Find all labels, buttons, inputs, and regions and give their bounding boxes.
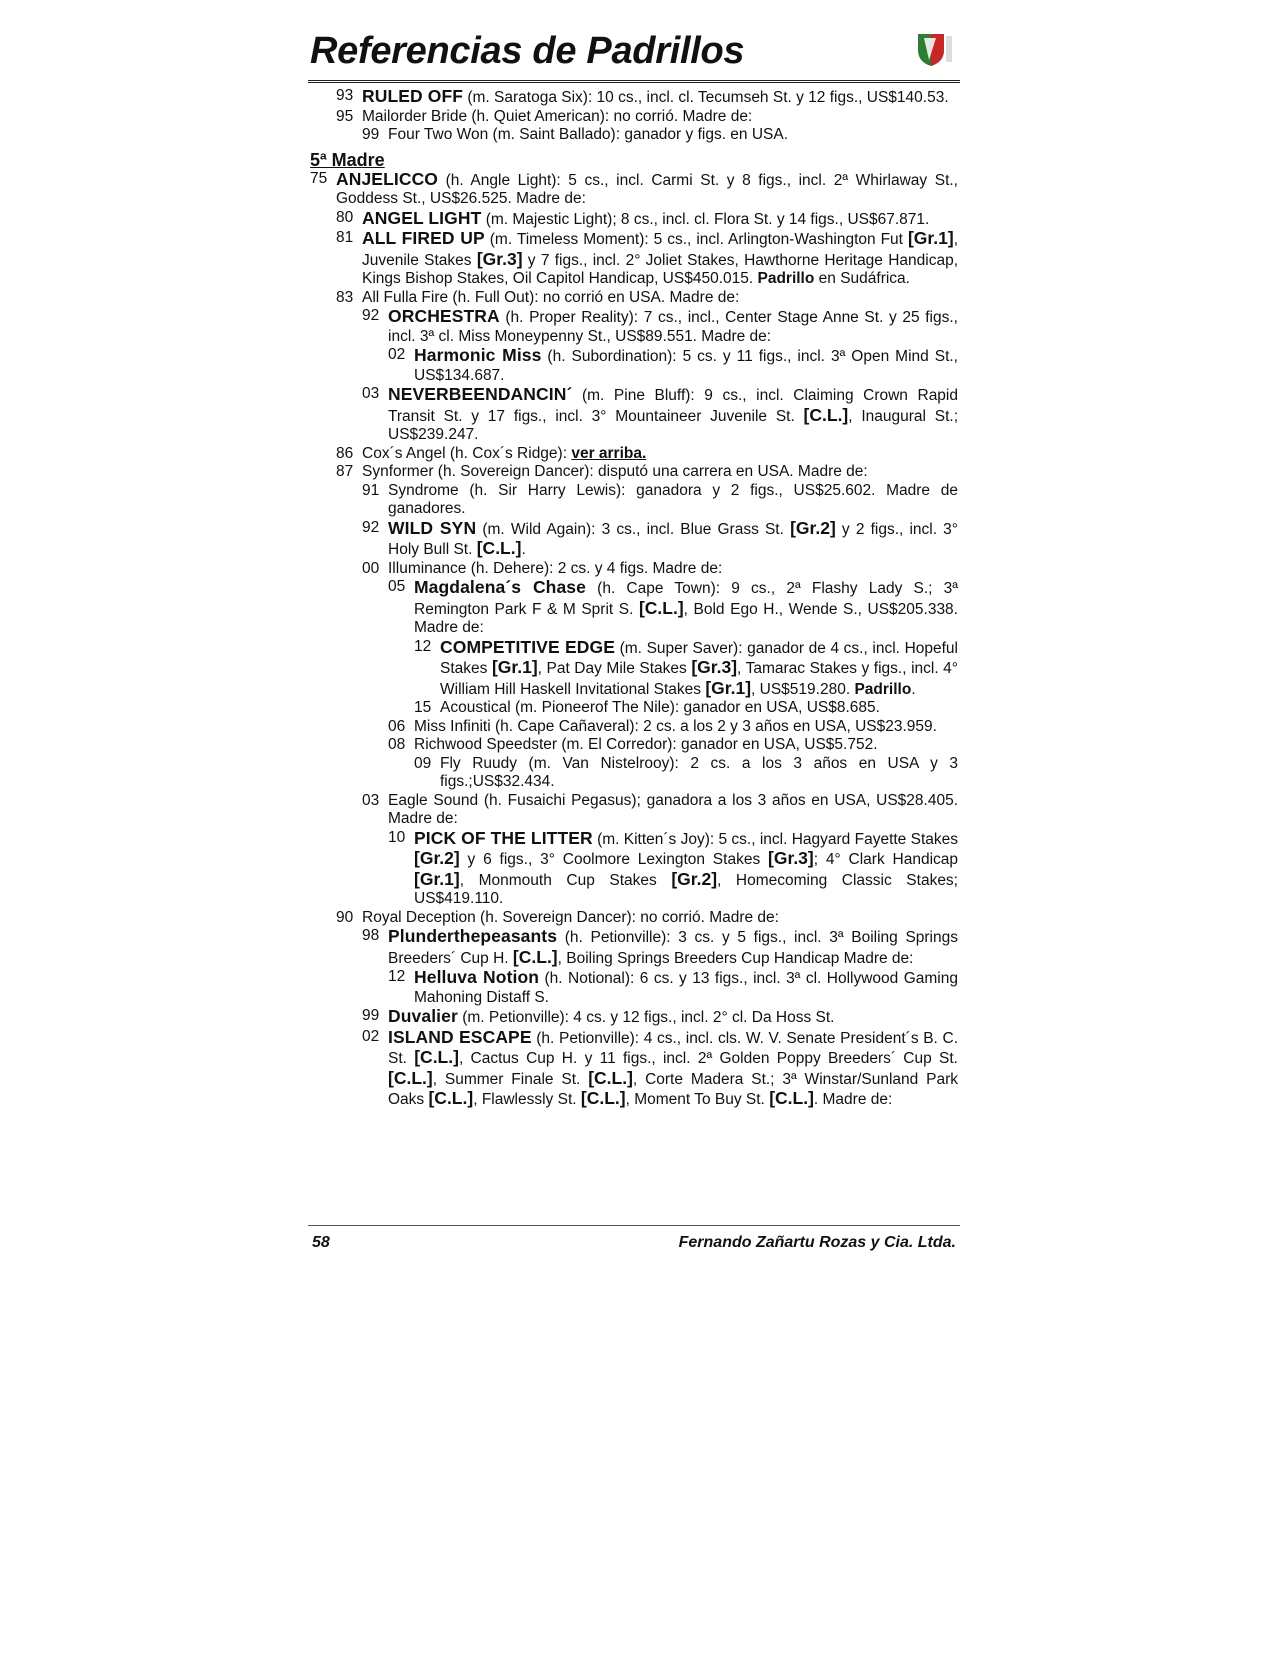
pedigree-entry — [310, 170, 958, 209]
birth-year: 86 — [336, 444, 354, 462]
pedigree-entry — [310, 699, 958, 718]
birth-year: 03 — [362, 791, 380, 809]
horse-name: ISLAND ESCAPE — [388, 1026, 532, 1047]
pedigree-entry — [310, 87, 958, 108]
entry-description: (h. Subordination): 5 cs. y 11 figs., incl. 3ª Open Mind St., US$134.687. — [414, 348, 958, 384]
race-grade: [C.L.] — [803, 404, 849, 425]
pedigree-entry — [310, 718, 958, 737]
entry-description: (h. Petionville): 4 cs., incl. cls. W. V. Senate President´s B. C. St. [C.L.], Cactus Cup H. y 11 figs., incl. 2ª Golden Poppy Breeders´ Cup St. [C.L.], Summer Finale St. [C.L.], Corte Madera St.; 3ª Winstar/Sunland Park Oaks [C.L.], Flawlessly St. [C.L.], Moment To Buy St. [C.L.]. Madre de: — [388, 1029, 959, 1108]
entry-description: (h. Petionville): 3 cs. y 5 figs., incl. 3ª Boiling Springs Breeders´ Cup H. [C.L.], Boiling Springs Breeders Cup Handicap Madre de: — [388, 929, 958, 967]
birth-year: 93 — [336, 87, 354, 104]
horse-name: Magdalena´s Chase — [414, 577, 586, 597]
pedigree-entry — [310, 736, 958, 755]
pedigree-entry — [310, 792, 958, 829]
birth-year: 00 — [362, 559, 380, 577]
generation-heading: 5ª Madre — [310, 149, 385, 170]
pedigree-entry — [310, 968, 958, 1007]
entry-description: Syndrome (h. Sir Harry Lewis): ganadora y 2 figs., US$25.602. Madre de ganadores. — [388, 481, 958, 517]
birth-year: 98 — [362, 927, 380, 944]
pedigree-entry — [310, 560, 958, 579]
pedigree-entry — [310, 108, 958, 127]
entry-description: (m. Wild Again): 3 cs., incl. Blue Grass St. [Gr.2] y 2 figs., incl. 3° Holy Bull St. [C.L.]. — [388, 517, 958, 558]
footer-divider — [308, 1225, 960, 1226]
entry-description: Richwood Speedster (m. El Corredor): ganador en USA, US$5.752. — [414, 736, 878, 753]
pedigree-entry — [310, 445, 958, 464]
race-grade: [C.L.] — [769, 1088, 814, 1108]
birth-year: 80 — [336, 208, 354, 226]
race-grade: [C.L.] — [428, 1088, 474, 1108]
horse-name: ANJELICCO — [336, 168, 439, 189]
entry-description: Royal Deception (h. Sovereign Dancer): no corrió. Madre de: — [362, 908, 779, 926]
horse-name: Harmonic Miss — [414, 345, 542, 365]
horse-name: ORCHESTRA — [388, 306, 500, 326]
page-number: 58 — [312, 1234, 330, 1251]
pedigree-entry — [310, 927, 958, 968]
emphasis: Padrillo — [854, 680, 912, 698]
birth-year: 12 — [388, 968, 406, 985]
birth-year: 02 — [388, 346, 406, 363]
race-grade: [C.L.] — [588, 1067, 633, 1088]
pedigree-entry — [310, 909, 958, 928]
entry-description: (h. Notional): 6 cs. y 13 figs., incl. 3ª cl. Hollywood Gaming Mahoning Distaff S. — [414, 970, 958, 1006]
horse-name: Helluva Notion — [414, 967, 540, 987]
entry-description: Synformer (h. Sovereign Dancer): disputó una carrera en USA. Madre de: — [362, 463, 868, 480]
birth-year: 99 — [362, 1007, 380, 1024]
entry-description: Illuminance (h. Dehere): 2 cs. y 4 figs. Madre de: — [388, 559, 723, 577]
race-grade: [C.L.] — [580, 1088, 626, 1108]
pedigree-content — [310, 87, 958, 1110]
pedigree-entry — [310, 385, 958, 445]
publisher-logo-icon — [914, 30, 954, 68]
birth-year: 10 — [388, 828, 406, 846]
entry-description: (m. Saratoga Six): 10 cs., incl. cl. Tecumseh St. y 12 figs., US$140.53. — [467, 89, 949, 106]
race-grade: [Gr.1] — [491, 657, 538, 677]
race-grade: [Gr.3] — [768, 848, 814, 868]
horse-name: Duvalier — [388, 1006, 458, 1026]
entry-description: (h. Proper Reality): 7 cs., incl., Center Stage Anne St. y 25 figs., incl. 3ª cl. Miss Moneypenny St., US$89.551. Madre de: — [388, 309, 958, 345]
horse-name: COMPETITIVE EDGE — [440, 636, 615, 657]
pedigree-entry — [310, 482, 958, 519]
birth-year: 83 — [336, 288, 354, 306]
race-grade: [C.L.] — [638, 597, 684, 618]
entry-description: (m. Timeless Moment): 5 cs., incl. Arlington-Washington Fut [Gr.1], Juvenile Stakes [Gr.3] y 7 figs., incl. 2° Joliet Stakes, Hawthorne Heritage Handicap, Kings Bishop Stakes, Oil Capitol Handicap, US$450.015. Padrillo en Sudáfrica. — [362, 228, 958, 287]
entry-description: Cox´s Angel (h. Cox´s Ridge): ver arriba. — [362, 444, 647, 462]
entry-description: (m. Majestic Light); 8 cs., incl. cl. Flora St. y 14 figs., US$67.871. — [485, 210, 930, 228]
birth-year: 91 — [362, 481, 380, 499]
pedigree-entry — [310, 346, 958, 385]
birth-year: 02 — [362, 1027, 380, 1045]
birth-year: 92 — [362, 518, 380, 536]
birth-year: 87 — [336, 463, 354, 480]
pedigree-entry — [310, 1028, 958, 1110]
race-grade: [Gr.2] — [671, 868, 718, 889]
birth-year: 95 — [336, 107, 354, 125]
birth-year: 05 — [388, 578, 406, 595]
entry-description: (m. Petionville): 4 cs. y 12 figs., incl. 2° cl. Da Hoss St. — [462, 1009, 835, 1026]
birth-year: 03 — [362, 385, 380, 402]
entry-description: (h. Angle Light): 5 cs., incl. Carmi St. y 8 figs., incl. 2ª Whirlaway St., Goddess St., US$26.525. Madre de: — [336, 171, 958, 207]
race-grade: [C.L.] — [388, 1067, 433, 1088]
cross-reference-link[interactable]: ver arriba. — [571, 444, 647, 462]
pedigree-entry — [310, 307, 958, 346]
pedigree-entry — [310, 126, 958, 145]
entry-description: Fly Ruudy (m. Van Nistelrooy): 2 cs. a los 3 años en USA y 3 figs.;US$32.434. — [440, 754, 958, 790]
birth-year: 81 — [336, 229, 354, 246]
page-title: Referencias de Padrillos — [310, 30, 745, 72]
entry-description: Miss Infiniti (h. Cape Cañaveral): 2 cs. a los 2 y 3 años en USA, US$23.959. — [414, 717, 937, 735]
entry-description: Acoustical (m. Pioneerof The Nile): ganador en USA, US$8.685. — [440, 699, 880, 716]
pedigree-entry — [310, 209, 958, 230]
entry-description: (m. Pine Bluff): 9 cs., incl. Claiming Crown Rapid Transit St. y 17 figs., incl. 3° Mountaineer Juvenile St. [C.L.], Inaugural St.; US$239.247. — [388, 387, 959, 443]
emphasis: Padrillo — [757, 270, 815, 287]
pedigree-entry — [310, 829, 958, 909]
horse-name: NEVERBEENDANCIN´ — [388, 384, 573, 404]
publisher-name: Fernando Zañartu Rozas y Cia. Ltda. — [678, 1234, 956, 1251]
race-grade: [C.L.] — [414, 1047, 459, 1067]
horse-name: WILD SYN — [388, 517, 477, 538]
entry-description: Eagle Sound (h. Fusaichi Pegasus); ganadora a los 3 años en USA, US$28.405. Madre de: — [388, 791, 958, 827]
race-grade: [C.L.] — [512, 946, 558, 967]
race-grade: [Gr.2] — [790, 517, 836, 538]
birth-year: 12 — [414, 637, 432, 655]
race-grade: [Gr.2] — [414, 848, 460, 868]
horse-name: ANGEL LIGHT — [362, 207, 482, 228]
birth-year: 90 — [336, 908, 354, 926]
birth-year: 99 — [362, 126, 380, 143]
horse-name: Plunderthepeasants — [388, 926, 558, 946]
birth-year: 15 — [414, 699, 432, 716]
birth-year: 08 — [388, 736, 406, 753]
race-grade: [Gr.1] — [705, 677, 752, 698]
header-divider — [308, 80, 960, 83]
horse-name: ALL FIRED UP — [362, 228, 485, 248]
pedigree-entry — [310, 1007, 958, 1028]
entry-description: Mailorder Bride (h. Quiet American): no corrió. Madre de: — [362, 107, 753, 125]
pedigree-entry — [310, 578, 958, 638]
pedigree-entry — [310, 638, 958, 700]
entry-description: (h. Cape Town): 9 cs., 2ª Flashy Lady S.; 3ª Remington Park F & M Sprit S. [C.L.], Bold Ego H., Wende S., US$205.338. Madre de: — [414, 580, 958, 636]
pedigree-entry — [310, 519, 958, 560]
entry-description: (m. Kitten´s Joy): 5 cs., incl. Hagyard Fayette Stakes [Gr.2] y 6 figs., 3° Coolmore Lexington Stakes [Gr.3]; 4° Clark Handicap [Gr.1], Monmouth Cup Stakes [Gr.2], Homecoming Classic Stakes; US$419.110. — [414, 830, 958, 907]
pedigree-entry — [310, 463, 958, 482]
birth-year: 75 — [310, 169, 328, 187]
horse-name: RULED OFF — [362, 86, 464, 106]
race-grade: [Gr.3] — [691, 657, 738, 677]
pedigree-entry — [310, 289, 958, 308]
entry-description: (m. Super Saver): ganador de 4 cs., incl. Hopeful Stakes [Gr.1], Pat Day Mile Stakes [Gr.3], Tamarac Stakes y figs., incl. 4° William Hill Haskell Invitational Stakes [Gr.1], US$519.280. Padrillo. — [440, 639, 958, 698]
pedigree-entry — [310, 229, 958, 289]
horse-name: PICK OF THE LITTER — [414, 827, 593, 848]
pedigree-entry — [310, 755, 958, 792]
race-grade: [Gr.1] — [907, 228, 954, 248]
birth-year: 09 — [414, 754, 432, 772]
birth-year: 92 — [362, 307, 380, 324]
race-grade: [Gr.3] — [476, 248, 523, 269]
entry-description: All Fulla Fire (h. Full Out): no corrió en USA. Madre de: — [362, 288, 740, 306]
race-grade: [C.L.] — [476, 538, 522, 558]
entry-description: Four Two Won (m. Saint Ballado): ganador y figs. en USA. — [388, 126, 789, 143]
birth-year: 06 — [388, 717, 406, 735]
race-grade: [Gr.1] — [414, 868, 460, 889]
